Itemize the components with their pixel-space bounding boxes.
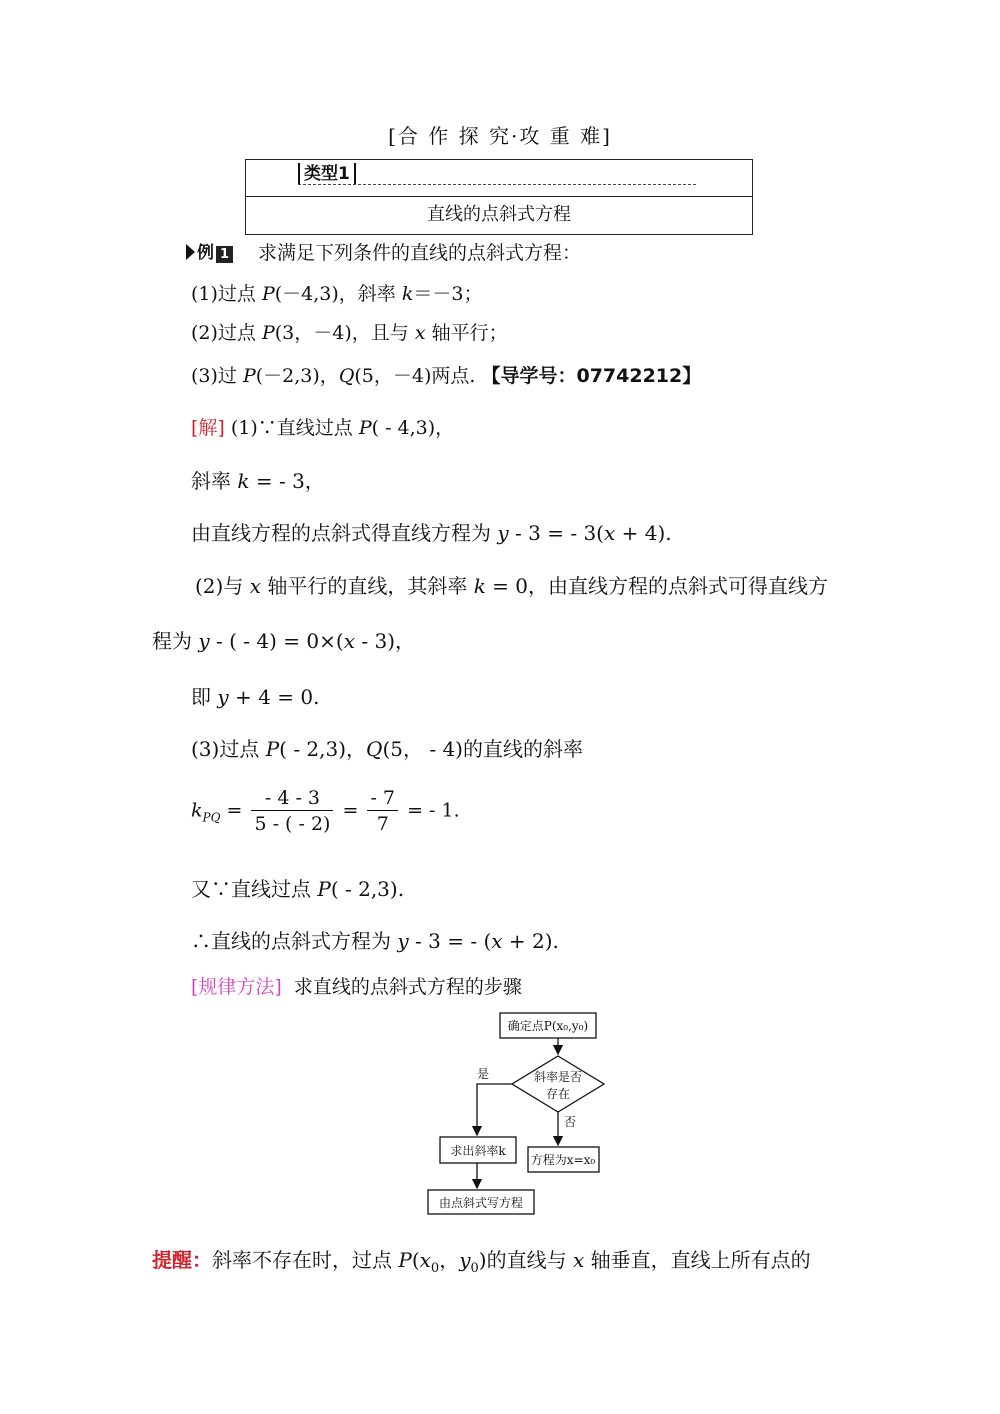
example-label: 例 1 [186,238,233,263]
solution-line-7: (3)过点 P( - 2,3)，Q(5， - 4)的直线的斜率 [191,737,583,761]
dashed-divider [298,184,696,185]
flow-yes-box-text: 求出斜率k [450,1144,506,1158]
method-line: [规律方法] 求直线的点斜式方程的步骤 [191,976,522,998]
type-tag: 类型1 [298,163,356,185]
example-prompt: 求满足下列条件的直线的点斜式方程： [258,242,582,264]
triangle-icon [186,244,195,260]
example-number: 1 [216,246,233,263]
example-item-2: (2)过点 P(3，－4)，且与 x 轴平行； [191,322,508,344]
reference-number: 【导学号：07742212】 [481,365,702,387]
solution-label: [解] [191,417,225,439]
solution-line-10: ∴直线的点斜式方程为 y - 3 = - (x + 2). [191,929,559,953]
type-box [245,159,753,235]
flow-start-text: 确定点P(x₀,y₀) [507,1019,589,1033]
flow-no-box-text: 方程为x=x₀ [530,1153,596,1167]
flow-yes-label: 是 [477,1067,490,1081]
solution-line-4: (2)与 x 轴平行的直线，其斜率 k = 0，由直线方程的点斜式可得直线方 [195,574,829,598]
type-title: 直线的点斜式方程 [427,204,571,225]
example-item-3: (3)过 P(－2,3)，Q(5，－4)两点. 【导学号：07742212】 [191,365,702,387]
method-label: [规律方法] [191,976,282,998]
reminder-label: 提醒： [152,1248,212,1272]
slope-fraction-2: $\frac{- 7}{7}$ [367,786,398,837]
flowchart [420,1010,620,1215]
solution-line-3: 由直线方程的点斜式得直线方程为 y - 3 = - 3(x + 4). [191,521,672,545]
solution-line-9: 又∵直线过点 P( - 2,3). [191,877,405,901]
flow-decision-text-2: 存在 [545,1087,571,1101]
reminder-line: 提醒：斜率不存在时，过点 $P(x_0$，$y_0$)的直线与 x 轴垂直，直线上所有点的 [152,1248,811,1276]
solution-line-2: 斜率 k = - 3， [191,469,325,493]
flow-no-label: 否 [564,1115,577,1129]
solution-line-1: [解] (1)∵直线过点 P( - 4,3)， [191,417,455,439]
flow-decision-diamond [512,1056,604,1112]
slope-formula: $k_{PQ}$ = $\frac{- 4 - 3}{5 - ( - 2)}$ = $\frac{- 7}{7}$ = - 1. [191,787,460,835]
slope-fraction-1: $\frac{- 4 - 3}{5 - ( - 2)}$ [251,786,333,837]
example-item-1: (1)过点 P(－4,3)，斜率 k＝－3； [191,283,483,305]
flow-end-text: 由点斜式写方程 [438,1196,524,1210]
solution-line-5: 程为 y - ( - 4) = 0×(x - 3)， [152,629,415,653]
section-title: [合 作 探 究·攻 重 难] [388,124,612,148]
flow-decision-text-1: 斜率是否 [533,1070,583,1084]
solution-line-6: 即 y + 4 = 0. [191,685,320,709]
